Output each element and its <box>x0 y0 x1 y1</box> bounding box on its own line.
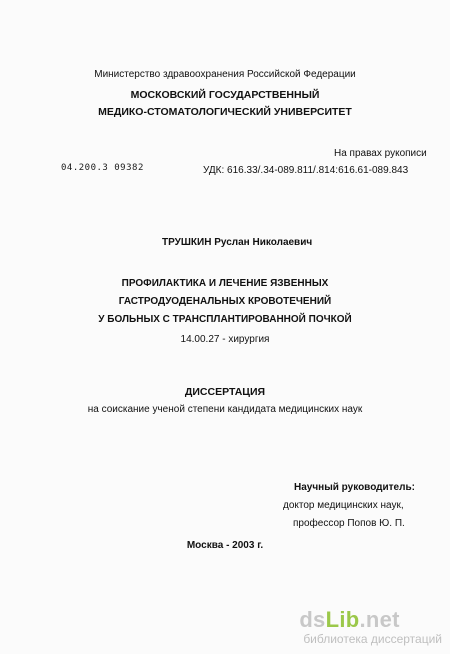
degree-line: на соискание ученой степени кандидата медицинских наук <box>87 404 363 415</box>
supervisor-degree: доктор медицинских наук, <box>283 500 404 511</box>
city-year: Москва - 2003 г. <box>186 540 264 551</box>
ministry-line: Министерство здравоохранения Российской Федерации <box>94 69 356 80</box>
dslib-subtitle: библиотека диссертаций <box>303 632 442 646</box>
university-name-line1: МОСКОВСКИЙ ГОСУДАРСТВЕННЫЙ <box>130 89 320 101</box>
dslib-logo: dsLib.net <box>299 607 400 632</box>
supervisor-heading: Научный руководитель: <box>294 482 415 493</box>
dslib-watermark <box>299 608 442 646</box>
work-type: ДИССЕРТАЦИЯ <box>184 386 266 398</box>
author-name: ТРУШКИН Руслан Николаевич <box>162 237 313 248</box>
title-line-2: ГАСТРОДУОДЕНАЛЬНЫХ КРОВОТЕЧЕНИЙ <box>118 296 332 307</box>
library-stamp-number: 04.200.3 09382 <box>61 163 144 173</box>
title-line-3: У БОЛЬНЫХ С ТРАНСПЛАНТИРОВАННОЙ ПОЧКОЙ <box>98 314 352 325</box>
udk-code: УДК: 616.33/.34-089.811/.814:616.61-089.843 <box>203 165 409 176</box>
specialty-code: 14.00.27 - хирургия <box>180 334 270 345</box>
manuscript-note: На правах рукописи <box>334 148 427 159</box>
university-name-line2: МЕДИКО-СТОМАТОЛОГИЧЕСКИЙ УНИВЕРСИТЕТ <box>98 106 352 118</box>
title-line-1: ПРОФИЛАКТИКА И ЛЕЧЕНИЕ ЯЗВЕННЫХ <box>121 278 329 289</box>
supervisor-name: профессор Попов Ю. П. <box>293 518 405 529</box>
